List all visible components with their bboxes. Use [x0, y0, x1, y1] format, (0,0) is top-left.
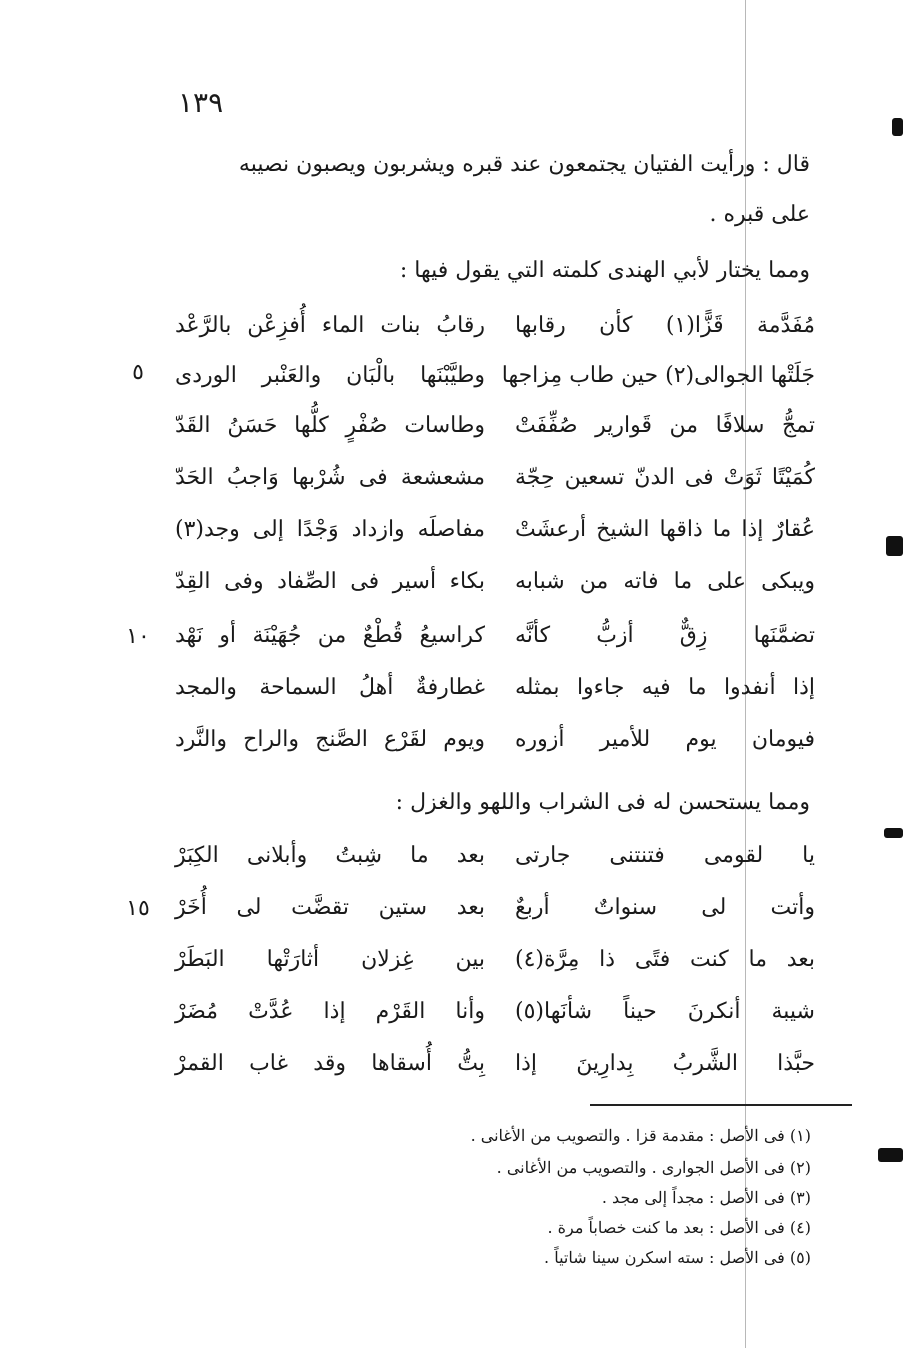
- verse-row: [175, 1046, 815, 1086]
- verse-row: [175, 564, 815, 604]
- footnote: (١) فى الأصل : مقدمة قزا . والتصويب من الأغانى .: [470, 1126, 811, 1145]
- verse-first-hemistich: تمجُّ سلافًا من قَوارير صُفِّفَتْ: [515, 413, 815, 438]
- verse-row: [175, 408, 815, 448]
- verse-first-hemistich: وأتت لى سنواتٌ أربعٌ: [515, 895, 815, 920]
- verse-row: [175, 618, 815, 658]
- verse-row: [175, 512, 815, 552]
- verse-second-hemistich: بكاء أسير فى الصِّفاد وفى القِدّ: [175, 569, 485, 594]
- verse-first-hemistich: جَلَتْها الجوالى(٢) حين طاب مِزاجها: [501, 363, 815, 388]
- verse-row: [175, 308, 815, 348]
- verse-second-hemistich: ويوم لقَرْع الصَّنج والراح والنَّرد: [175, 727, 485, 752]
- verse-second-hemistich: غطارفةٌ أهلُ السماحة والمجد: [175, 675, 485, 700]
- binding-mark: [884, 828, 903, 838]
- verse-first-hemistich: إذا أنفدوا ما فيه جاءوا بمثله: [515, 675, 815, 700]
- footnote: (٣) فى الأصل : مجداً إلى مجد .: [601, 1188, 811, 1207]
- verse-second-hemistich: مفاصلَه وازداد وَجْدًا إلى وجد(٣): [175, 517, 485, 542]
- binding-mark: [886, 536, 903, 556]
- verse-first-hemistich: يا لقومى فتنتنى جارتى: [515, 843, 815, 868]
- verse-second-hemistich: وطيَّبْنَها بالْبَان والعَنْبر الوردى: [175, 363, 485, 388]
- prose-line: على قبره .: [709, 202, 810, 227]
- verse-first-hemistich: ويبكى على ما فاته من شبابه: [515, 569, 815, 594]
- verse-row: [175, 722, 815, 762]
- line-number: ٥: [132, 360, 144, 385]
- prose-line: ومما يختار لأبي الهندى كلمته التي يقول فيها :: [399, 258, 810, 283]
- verse-second-hemistich: بِتُّ أُسقاها وقد غاب القمرْ: [175, 1051, 485, 1076]
- verse-row: [175, 358, 815, 398]
- verse-first-hemistich: فيومان يوم للأمير أزوره: [515, 727, 815, 752]
- footnote-separator: [590, 1104, 852, 1106]
- verse-second-hemistich: بعد ستين تقضَّت لى أُخَرْ: [175, 895, 485, 920]
- binding-mark: [892, 118, 903, 136]
- line-number: ١٥: [126, 896, 150, 921]
- line-number: ١٠: [126, 624, 150, 649]
- footnote: (٥) فى الأصل : سته اسكرن سينا شاتياً .: [544, 1248, 811, 1267]
- verse-second-hemistich: مشعشعة فى شُرْبها وَاجبُ الحَدّ: [175, 465, 485, 490]
- prose-line: قال : ورأيت الفتيان يجتمعون عند قبره ويشربون ويصبون نصيبه: [238, 152, 810, 177]
- verse-row: [175, 460, 815, 500]
- verse-row: [175, 994, 815, 1034]
- verse-first-hemistich: بعد ما كنت فتًى ذا مِرَّة(٤): [515, 947, 815, 972]
- verse-row: [175, 838, 815, 878]
- footnote: (٢) فى الأصل الجوارى . والتصويب من الأغانى .: [496, 1158, 811, 1177]
- verse-second-hemistich: كراسيعُ قُطْعٌ من جُهَيْنَة أو نَهْد: [175, 623, 485, 648]
- verse-second-hemistich: رقابُ بنات الماء أُفزِعْن بالرَّعْد: [175, 313, 485, 338]
- page-number: ١٣٩: [178, 86, 224, 119]
- verse-first-hemistich: كُمَيْتًا ثَوَتْ فى الدنّ تسعين حِجّة: [515, 465, 815, 490]
- prose-line: ومما يستحسن له فى الشراب واللهو والغزل :: [395, 790, 810, 815]
- verse-second-hemistich: بعد ما شِبتُ وأبلانى الكِبَرْ: [175, 843, 485, 868]
- verse-second-hemistich: وطاسات صُفْرٍ كلُّها حَسَنُ القَدّ: [175, 413, 485, 438]
- verse-row: [175, 670, 815, 710]
- verse-first-hemistich: شيبة أنكرنَ حيناً شأنَها(٥): [515, 999, 815, 1024]
- verse-first-hemistich: تضمَّنَها زِقٌّ أزبُّ كأنَّه: [515, 623, 815, 648]
- verse-first-hemistich: حبَّذا الشَّربُ بِدارِينَ إذا: [515, 1051, 815, 1076]
- binding-mark: [878, 1148, 903, 1162]
- verse-first-hemistich: مُفَدَّمة قَزًّا(١) كأن رقابها: [515, 313, 815, 338]
- verse-row: [175, 942, 815, 982]
- verse-first-hemistich: عُقارٌ إذا ما ذاقها الشيخ أرعشَتْ: [515, 517, 815, 542]
- verse-row: [175, 890, 815, 930]
- footnote: (٤) فى الأصل : بعد ما كنت خصاباً مرة .: [547, 1218, 811, 1237]
- verse-second-hemistich: بين غِزلان أثارَتْها البَطَرْ: [175, 947, 485, 972]
- verse-second-hemistich: وأنا القَرْم إذا عُدَّتْ مُضَرْ: [175, 999, 485, 1024]
